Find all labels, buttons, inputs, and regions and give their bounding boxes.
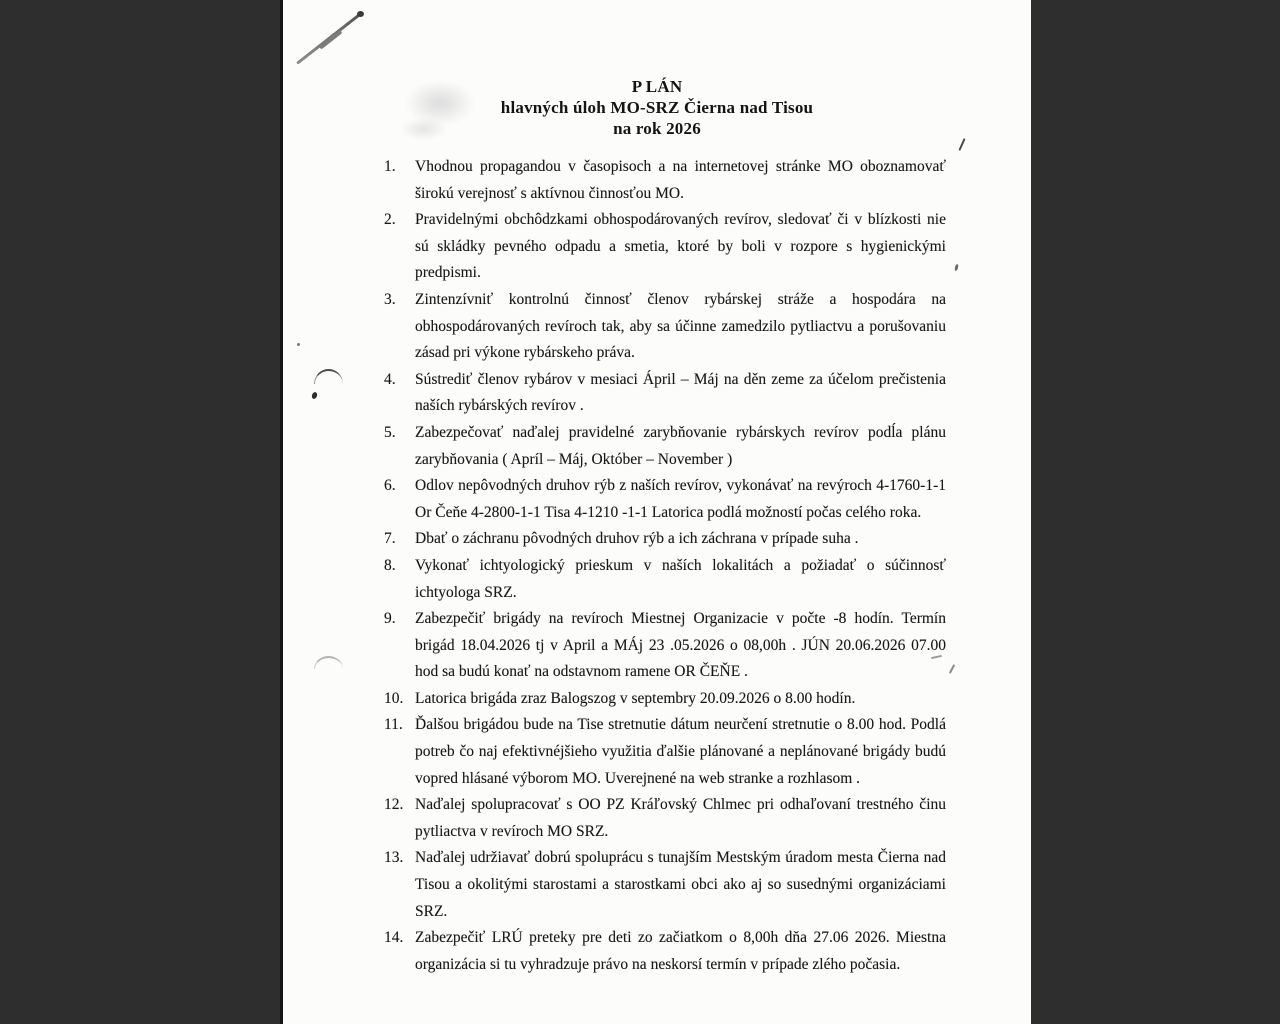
list-item-number: 3. bbox=[384, 290, 396, 308]
list-item-text: Zabezpečiť LRÚ preteky pre deti zo začiatkom o 8,00h dňa 27.06 2026. Miestna organizácia si tu vyhradzuje právo na neskorsí termín v prípade zlého počasia. bbox=[415, 929, 946, 973]
list-item-number: 8. bbox=[384, 556, 396, 574]
list-item bbox=[384, 925, 946, 978]
list-item bbox=[384, 420, 946, 473]
task-list bbox=[384, 154, 946, 978]
staple-mark-icon bbox=[297, 10, 389, 72]
list-item-text: Vhodnou propagandou v časopisoch a na internetovej stránke MO oboznamovať širokú verejnosť s aktívnou činnosťou MO. bbox=[415, 158, 946, 202]
list-item-text: Dbať o záchranu pôvodných druhov rýb a ich záchrana v prípade suha . bbox=[415, 530, 859, 548]
list-item-text: Zabezpečovať naďalej pravidelné zarybňovanie rybárskych revírov podĺa plánu zarybňovania ( Apríl – Máj, Október – November ) bbox=[415, 423, 946, 468]
list-item-number: 6. bbox=[384, 477, 396, 495]
list-item bbox=[384, 473, 946, 526]
list-item-number: 14. bbox=[384, 929, 404, 947]
list-item bbox=[384, 207, 946, 287]
title-line-2: hlavných úloh MO-SRZ Čierna nad Tisou bbox=[500, 98, 814, 117]
list-item-text: Naďalej udržiavať dobrú spoluprácu s tunajším Mestským úradom mesta Čierna nad Tisou a okolitými starostami a starostkami obci ako aj so susednými organizáciami SRZ. bbox=[415, 849, 946, 920]
list-item-number: 12. bbox=[384, 796, 404, 814]
list-item bbox=[384, 845, 946, 925]
list-item bbox=[384, 686, 946, 713]
list-item-number: 1. bbox=[384, 158, 396, 175]
scan-speck bbox=[958, 138, 965, 151]
list-item-text: Sústrediť členov rybárov v mesiaci Ápril – Máj na děn zeme za účelom prečistenia naších rybárských revírov . bbox=[415, 370, 946, 415]
scan-speck bbox=[949, 664, 955, 674]
document-page bbox=[280, 0, 1031, 1024]
list-item-number: 4. bbox=[384, 370, 396, 388]
list-item-text: Naďalej spolupracovať s OO PZ Kráľovský Chlmec pri odhaľovaní trestného činu pytliactva v revíroch MO SRZ. bbox=[415, 796, 946, 840]
list-item-number: 10. bbox=[384, 689, 404, 707]
list-item bbox=[384, 606, 946, 686]
scan-speck bbox=[954, 264, 959, 272]
hole-punch-mark-bottom bbox=[314, 656, 343, 669]
list-item-number: 7. bbox=[384, 530, 396, 548]
title-line-3: na rok 2026 bbox=[613, 119, 701, 138]
list-item bbox=[384, 367, 946, 420]
list-item-number: 9. bbox=[384, 610, 396, 628]
list-item bbox=[384, 553, 946, 606]
list-item bbox=[384, 287, 946, 367]
list-item-text: Odlov nepôvodných druhov rýb z naších revírov, vykonávať na revýroch 4-1760-1-1 Or Čeňe 4-2800-1-1 Tisa 4-1210 -1-1 Latorica podlá možností počas celého roka. bbox=[415, 477, 946, 521]
list-item bbox=[384, 792, 946, 845]
list-item-number: 5. bbox=[384, 423, 396, 441]
list-item-number: 2. bbox=[384, 211, 396, 229]
staple-tip bbox=[357, 11, 364, 17]
list-item-number: 11. bbox=[384, 716, 403, 734]
hole-punch-mark-top bbox=[314, 369, 343, 384]
list-item-text: Pravidelnými obchôdzkami obhospodárovaných revírov, sledovať či v blízkosti nie sú skládky pevného odpadu a smetia, ktoré by boli v rozpore s hygienickými predpismi. bbox=[415, 211, 946, 282]
staple-leg-shadow bbox=[319, 30, 343, 50]
list-item-number: 13. bbox=[384, 849, 404, 867]
list-item-text: Latorica brigáda zraz Balogszog v septembry 20.09.2026 o 8.00 hodín. bbox=[415, 689, 856, 707]
list-item-text: Vykonať ichtyologický prieskum v naších lokalitách a požiadať o súčinnosť ichtyologa SRZ. bbox=[415, 556, 946, 601]
scan-speck bbox=[311, 391, 318, 399]
list-item-text: Ďalšou brigádou bude na Tise stretnutie dátum neurčení stretnutie o 8.00 hod. Podlá potreb čo naj efektivnéjšieho využitia ďalšie plánované a neplánované brigády budú vopred hlásané výborom MO. Uverejnené na web stranke a rozhlasom . bbox=[415, 716, 946, 787]
title-line-1: P LÁN bbox=[631, 77, 683, 96]
scan-speck bbox=[297, 343, 300, 346]
list-item bbox=[384, 712, 946, 792]
list-item bbox=[384, 154, 946, 207]
list-item bbox=[384, 526, 946, 553]
list-item-text: Zintenzívniť kontrolnú činnosť členov rybárskej stráže a hospodára na obhospodárovaných revíroch tak, aby sa účinne zamedzilo pytliactvu a porušovaniu zásad pri výkone rybárskeho práva. bbox=[415, 290, 946, 362]
list-item-text: Zabezpečiť brigády na revíroch Miestnej Organizacie v počte -8 hodín. Termín brigád 18.04.2026 tj v April a MÁj 23 .05.2026 o 08,00h . JÚN 20.06.2026 07.00 hod sa budú konať na odstavnom ramene OR ČEŇE . bbox=[415, 610, 946, 681]
document-title bbox=[283, 76, 1031, 139]
scan-smudge bbox=[401, 118, 447, 140]
